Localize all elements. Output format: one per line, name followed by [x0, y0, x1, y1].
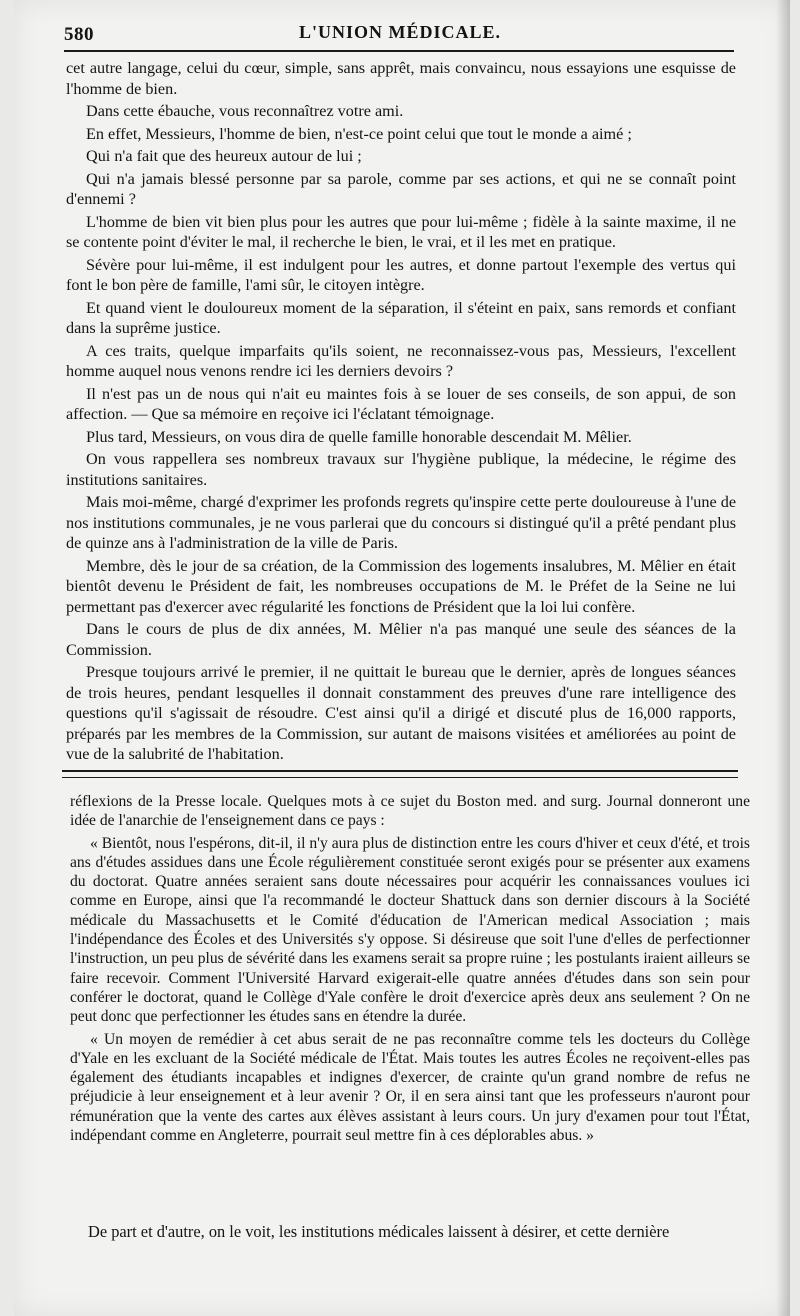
- paragraph: Il n'est pas un de nous qui n'ait eu maintes fois à se louer de ses conseils, de son appui, de son affection. — Que sa mémoire en reçoive ici l'éclatant témoignage.: [66, 384, 736, 423]
- spine-shadow: [776, 0, 790, 1316]
- paragraph: Qui n'a fait que des heureux autour de lui ;: [86, 147, 362, 165]
- paragraph: Dans cette ébauche, vous reconnaîtrez votre ami.: [86, 102, 404, 120]
- paragraph: L'homme de bien vit bien plus pour les autres que pour lui-même ; fidèle à la sainte maxime, il ne se contente point d'éviter le mal, il recherche le bien, le vrai, et il les met en pratique.: [66, 212, 736, 251]
- eulogy-section: [66, 58, 736, 767]
- feuilleton-section: [70, 792, 750, 1148]
- paragraph: Presque toujours arrivé le premier, il ne quittait le bureau que le dernier, après de longues séances de trois heures, pendant lesquelles il donnait constamment des preuves d'une rare intelligence des questions qu'il s'agissait de résoudre. C'est ainsi qu'il a dirigé et discuté plus de 16,000 rapports, préparés par les membres de la Commission, sur autant de maisons visitées et améliorées au point de vue de la salubrité de l'habitation.: [66, 663, 736, 763]
- paragraph: « Un moyen de remédier à cet abus serait de ne pas reconnaître comme tels les docteurs du Collège d'Yale en les excluant de la Société médicale de l'État. Mais toutes les autres Écoles ne reçoivent-elles pas également des étudiants incapables et indignes d'exercer, de crainte qu'un grand nombre de refus ne préjudicie à leur enseignement et à leur avenir ? Or, il en sera ainsi tant que les professeurs n'auront pour rémunération que la vente des cartes aux élèves assistant à leurs cours. Un jury d'examen pour tout l'État, indépendant comme en Angleterre, pourrait seul mettre fin à ces déplorables abus. »: [70, 1030, 750, 1145]
- paragraph: A ces traits, quelque imparfaits qu'ils soient, ne reconnaissez-vous pas, Messieurs, l'excellent homme auquel nous venons rendre ici les derniers devoirs ?: [66, 341, 736, 380]
- section-divider: [62, 770, 738, 778]
- running-title: L'UNION MÉDICALE.: [298, 22, 502, 42]
- paragraph: Et quand vient le douloureux moment de la séparation, il s'éteint en paix, sans remords et confiant dans la suprême justice.: [66, 298, 736, 337]
- closing-line: [88, 1222, 752, 1242]
- header-rule: [64, 50, 734, 52]
- paragraph: On vous rappellera ses nombreux travaux sur l'hygiène publique, la médecine, le régime des institutions sanitaires.: [66, 450, 736, 489]
- page-header: [64, 18, 736, 48]
- page-number: 580: [64, 24, 94, 45]
- closing-text: De part et d'autre, on le voit, les institutions médicales laissent à désirer, et cette dernière: [88, 1222, 670, 1241]
- paragraph: Sévère pour lui-même, il est indulgent pour les autres, et donne partout l'exemple des vertus qui font le bon père de famille, l'ami sûr, le citoyen intègre.: [66, 255, 736, 294]
- paragraph: Mais moi-même, chargé d'exprimer les profonds regrets qu'inspire cette perte douloureuse à l'une de nos institutions communales, je ne vous parlerai que du concours si distingué qu'il a prêté pendant plus de quinze ans à l'administration de la ville de Paris.: [66, 493, 736, 552]
- paragraph: En effet, Messieurs, l'homme de bien, n'est-ce point celui que tout le monde a aimé ;: [86, 124, 632, 143]
- paragraph: Membre, dès le jour de sa création, de la Commission des logements insalubres, M. Mêlier en était bientôt devenu le Président de fait, les nombreuses occupations de M. le Préfet de la Seine ne lui permettant pas d'exercer avec régularité les fonctions de Président que la loi lui confère.: [66, 556, 736, 616]
- paragraph: Qui n'a jamais blessé personne par sa parole, comme par ses actions, et qui ne se connaît point d'ennemi ?: [66, 169, 736, 208]
- paragraph: Dans le cours de plus de dix années, M. Mêlier n'a pas manqué une seule des séances de la Commission.: [66, 620, 736, 659]
- paragraph: cet autre langage, celui du cœur, simple, sans apprêt, mais convaincu, nous essayions une esquisse de l'homme de bien.: [66, 59, 736, 98]
- paragraph: « Bientôt, nous l'espérons, dit-il, il n'y aura plus de distinction entre les cours d'hiver et ceux d'été, et trois ans d'études assidues dans une École régulièrement constituée seront exigés pour se présenter aux examens du doctorat. Quatre années seraient sans doute nécessaires pour acquérir les connaissances voulues ici comme en Europe, ainsi que l'a recommandé le docteur Shattuck dans son dernier discours à la Société médicale du Massachusetts et le Comité d'éducation de l'American medical Association ; mais l'indépendance des Écoles et des Universités s'y oppose. Si désireuse que soit l'une d'elles de perfectionner l'instruction, un peu plus de sévérité dans les examens serait sa propre ruine ; les postulants iraient ailleurs se faire recevoir. Comment l'Université Harvard exigerait-elle quatre années d'études dans son sein pour conférer le doctorat, quand le Collège d'Yale confère le droit d'exercice après deux ans seulement ? On ne peut donc que perfectionner les études sans en étendre la durée.: [70, 834, 750, 1026]
- paragraph: Plus tard, Messieurs, on vous dira de quelle famille honorable descendait M. Mêlier.: [86, 427, 632, 446]
- paragraph: réflexions de la Presse locale. Quelques mots à ce sujet du Boston med. and surg. Journal donneront une idée de l'anarchie de l'enseignement dans ce pays :: [70, 793, 750, 830]
